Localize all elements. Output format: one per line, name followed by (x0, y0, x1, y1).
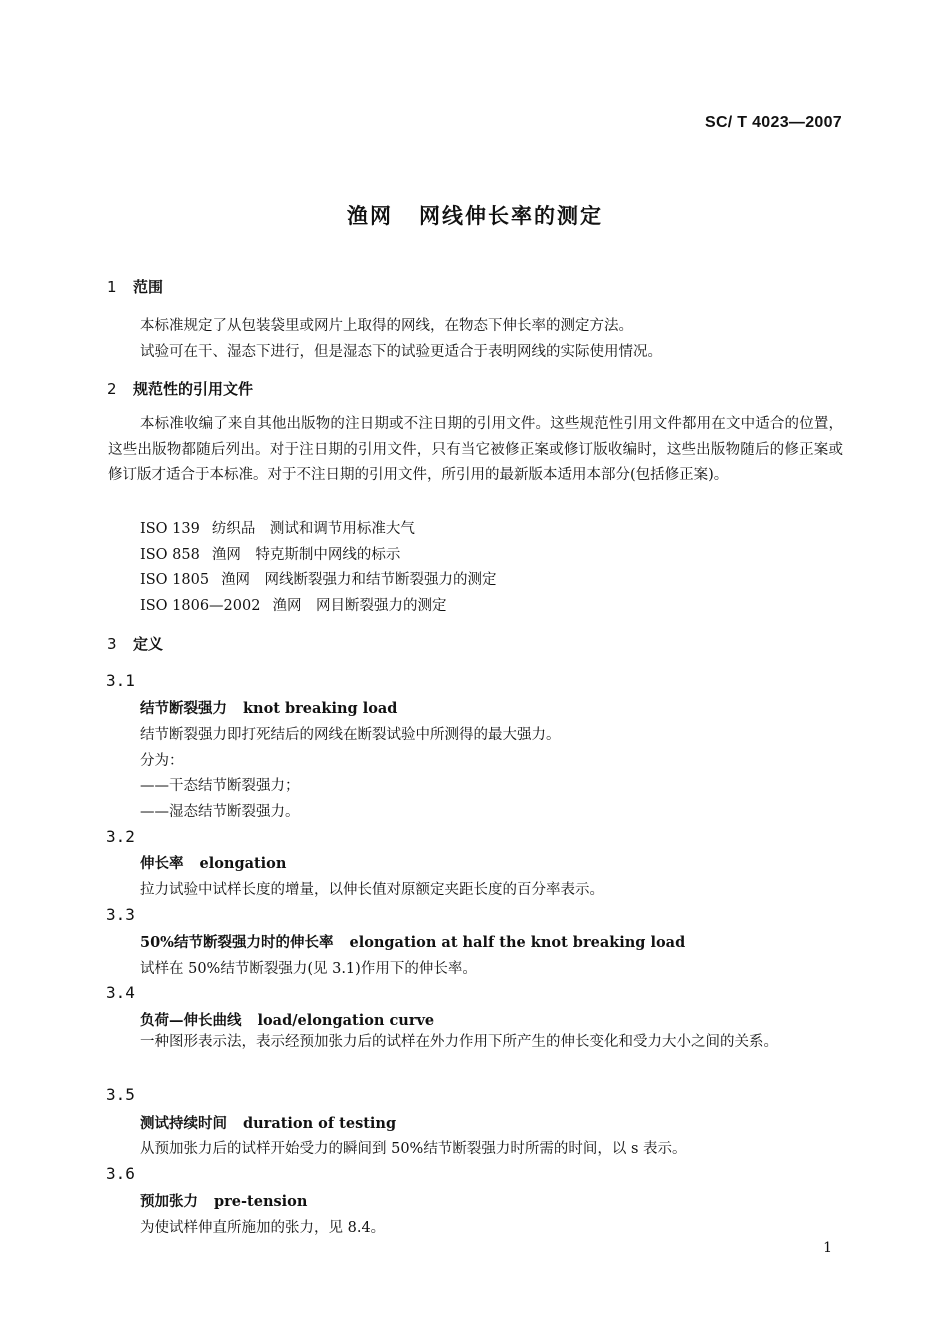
term-heading: 负荷—伸长曲线 load/elongation curve (140, 1012, 435, 1029)
section-2-heading: 2 规范性的引用文件 (107, 380, 254, 398)
reference-item: ISO 139 纺织品 测试和调节用标准大气 (140, 521, 415, 537)
title-part2: 网线伸长率的测定 (419, 204, 603, 228)
subsection-number: 3.4 (106, 983, 135, 1002)
term-heading: 50%结节断裂强力时的伸长率 elongation at half the knot breaking load (140, 934, 686, 951)
subsection-number: 3.2 (106, 827, 135, 846)
section-1-line-1: 本标准规定了从包装袋里或网片上取得的网线，在物态下伸长率的测定方法。 (140, 318, 633, 334)
page-number: 1 (823, 1240, 832, 1256)
definition-line: 从预加张力后的试样开始受力的瞬间到 50%结节断裂强力时所需的时间，以 s 表示。 (140, 1141, 687, 1157)
reference-item: ISO 858 渔网 特克斯制中网线的标示 (140, 547, 401, 563)
section-3-heading: 3 定义 (107, 635, 164, 653)
term-heading: 伸长率 elongation (140, 855, 287, 872)
definition-line: 试样在 50%结节断裂强力(见 3.1)作用下的伸长率。 (140, 961, 477, 977)
definition-line: ——干态结节断裂强力； (140, 778, 300, 794)
subsection-number: 3.6 (106, 1164, 135, 1183)
definition-line: ——湿态结节断裂强力。 (140, 804, 300, 820)
definition-line: 分为： (140, 753, 184, 769)
definition-line: 结节断裂强力即打死结后的网线在断裂试验中所测得的最大强力。 (140, 727, 561, 743)
subsection-number: 3.1 (106, 671, 135, 690)
term-heading: 测试持续时间 duration of testing (140, 1115, 397, 1132)
section-1-line-2: 试验可在干、湿态下进行，但是湿态下的试验更适合于表明网线的实际使用情况。 (140, 344, 662, 360)
reference-item: ISO 1805 渔网 网线断裂强力和结节断裂强力的测定 (140, 572, 497, 588)
term-heading: 预加张力 pre-tension (140, 1193, 308, 1210)
document-number: SC/ T 4023—2007 (704, 114, 842, 131)
subsection-number: 3.3 (106, 905, 135, 924)
section-2-paragraph: 本标准收编了来自其他出版物的注日期或不注日期的引用文件。这些规范性引用文件都用在文中适合的位置，这些出版物都随后列出。对于注日期的引用文件，只有当它被修正案或修订版收编时，这些出版物随后的修正案或修订版才适合于本标准。对于不注日期的引用文件，所引用的最新版本适用本部分(包括修正案)。 (108, 416, 843, 483)
definition-line: 为使试样伸直所施加的张力，见 8.4。 (140, 1220, 386, 1236)
section-1-heading: 1 范围 (107, 278, 164, 296)
subsection-number: 3.5 (106, 1085, 135, 1104)
definition-line: 拉力试验中试样长度的增量，以伸长值对原额定夹距长度的百分率表示。 (140, 882, 604, 898)
definition-paragraph: 一种图形表示法，表示经预加张力后的试样在外力作用下所产生的伸长变化和受力大小之间的关系。 (140, 1034, 778, 1050)
title-part1: 渔网 (347, 204, 393, 228)
reference-item: ISO 1806—2002 渔网 网目断裂强力的测定 (140, 598, 447, 614)
page-title (0, 200, 950, 230)
term-heading: 结节断裂强力 knot breaking load (140, 700, 398, 717)
